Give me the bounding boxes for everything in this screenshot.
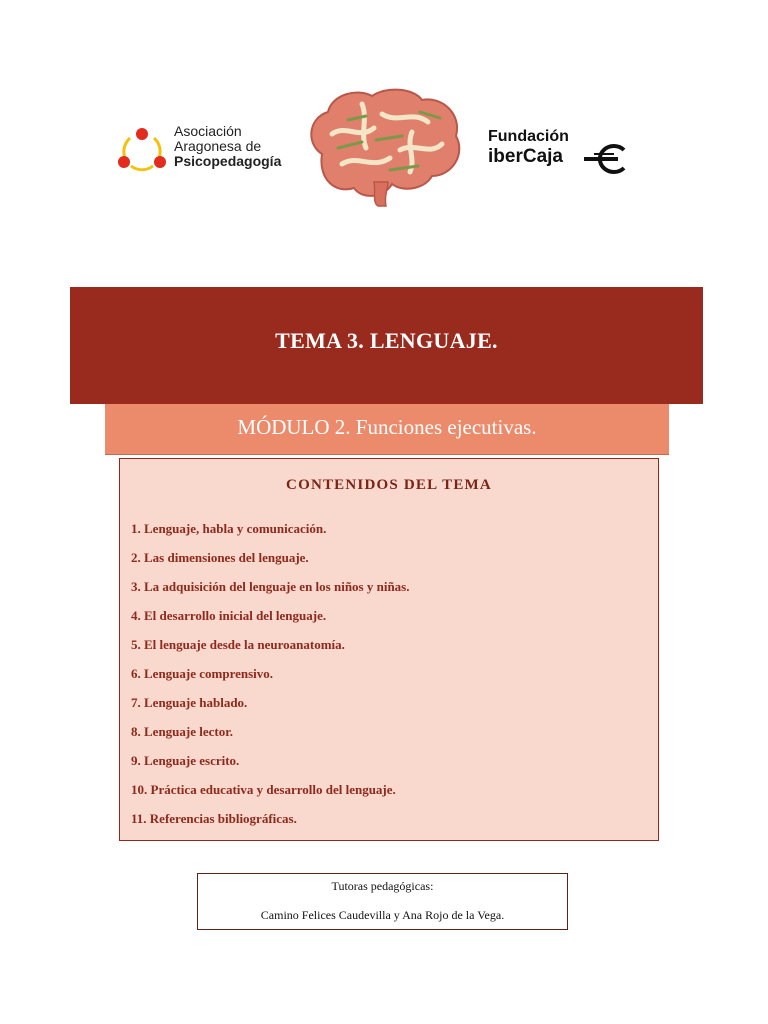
contents-box [119,458,659,841]
tutoras-label: Tutoras pedagógicas: [331,879,434,893]
logo-line-2: Aragonesa de [174,138,262,154]
logo-line-3: Psicopedagogía [174,153,282,169]
list-item: 1. Lenguaje, habla y comunicación. [131,521,327,536]
ibercaja-logo [486,126,636,176]
list-item: 10. Práctica educativa y desarrollo del lenguaje. [131,782,396,797]
ibercaja-line-2: iberCaja [488,146,563,167]
contents-heading: CONTENIDOS DEL TEMA [286,477,492,493]
list-item: 6. Lenguaje comprensivo. [131,666,274,681]
asociacion-logo-text [174,124,281,169]
tutoras-box [197,873,568,930]
tutoras-names: Camino Felices Caudevilla y Ana Rojo de la Vega. [260,908,505,922]
list-item: 5. El lenguaje desde la neuroanatomía. [131,637,345,652]
list-item: 11. Referencias bibliográficas. [131,811,297,826]
tema-banner [70,287,703,404]
tema-title: TEMA 3. LENGUAJE. [275,327,498,353]
list-item: 4. El desarrollo inicial del lenguaje. [131,608,327,623]
brain-image [302,84,466,208]
asociacion-logo [116,124,286,176]
psicopedagogia-logo-icon [116,126,168,172]
list-item: 2. Las dimensiones del lenguaje. [131,550,309,565]
list-item: 7. Lenguaje hablado. [131,695,248,710]
brain-icon [302,84,466,208]
modulo-bar [105,404,669,455]
ibercaja-logo-icon [584,144,634,174]
logo-line-1: Asociación [174,123,242,139]
list-item: 8. Lenguaje lector. [131,724,234,739]
list-item: 3. La adquisición del lenguaje en los niños y niñas. [131,579,410,594]
modulo-title: MÓDULO 2. Funciones ejecutivas. [237,414,537,439]
list-item: 9. Lenguaje escrito. [131,753,240,768]
contents-list [131,521,410,840]
ibercaja-line-1: Fundación [488,128,569,145]
